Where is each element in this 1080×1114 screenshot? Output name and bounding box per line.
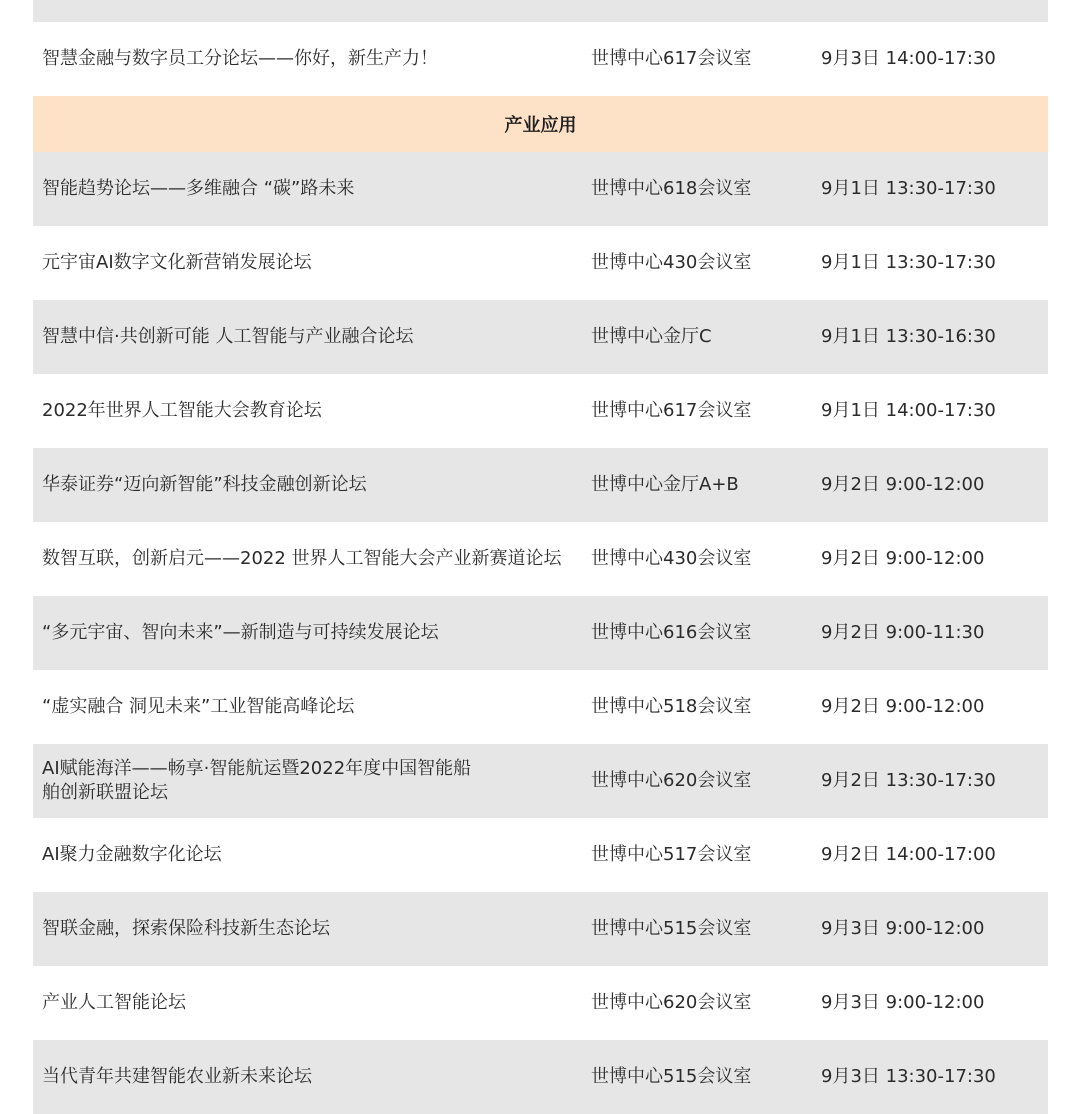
- table-row: [33, 300, 1048, 374]
- forum-name: 智能趋势论坛——多维融合 “碳”路未来: [42, 178, 355, 199]
- forum-name: 2022年世界人工智能大会教育论坛: [42, 400, 322, 421]
- forum-time: [821, 0, 1041, 22]
- table-row: [33, 892, 1048, 966]
- table-row: [33, 744, 1048, 818]
- forum-venue: 世博中心430会议室: [591, 252, 752, 273]
- table-row: [33, 226, 1048, 300]
- forum-time: 9月1日 14:00-17:30: [821, 400, 996, 421]
- forum-name: 智慧金融与数字员工分论坛——你好，新生产力！: [42, 48, 438, 69]
- forum-name: 智联金融，探索保险科技新生态论坛: [42, 918, 330, 939]
- forum-venue: 世博中心金厅C: [591, 326, 712, 347]
- forum-name: AI赋能海洋——畅享·智能航运暨2022年度中国智能船舶创新联盟论坛: [42, 758, 472, 803]
- table-row: [33, 374, 1048, 448]
- forum-time: 9月2日 14:00-17:00: [821, 844, 996, 865]
- forum-time: 9月2日 9:00-12:00: [821, 548, 985, 569]
- forum-name: 智慧中信·共创新可能 人工智能与产业融合论坛: [42, 326, 414, 347]
- forum-time: 9月2日 9:00-12:00: [821, 474, 985, 495]
- table-row: [33, 596, 1048, 670]
- table-row: [33, 1040, 1048, 1114]
- forum-time: 9月2日 13:30-17:30: [821, 770, 996, 791]
- table-row: [33, 22, 1048, 96]
- forum-name: [42, 0, 582, 22]
- table-row: [33, 966, 1048, 1040]
- forum-venue: 世博中心515会议室: [591, 918, 752, 939]
- forum-name: “多元宇宙、智向未来”—新制造与可持续发展论坛: [42, 622, 439, 643]
- forum-venue: 世博中心430会议室: [591, 548, 752, 569]
- forum-time: 9月1日 13:30-17:30: [821, 178, 996, 199]
- forum-name: 产业人工智能论坛: [42, 992, 186, 1013]
- forum-venue: 世博中心517会议室: [591, 844, 752, 865]
- forum-time: 9月3日 13:30-17:30: [821, 1066, 996, 1087]
- forum-name: 数智互联，创新启元——2022 世界人工智能大会产业新赛道论坛: [42, 548, 562, 569]
- table-row: [33, 670, 1048, 744]
- forum-time: 9月1日 13:30-16:30: [821, 326, 996, 347]
- forum-time: 9月2日 9:00-11:30: [821, 622, 985, 643]
- forum-name: 华泰证券“迈向新智能”科技金融创新论坛: [42, 474, 367, 495]
- forum-venue: 世博中心617会议室: [591, 400, 752, 421]
- forum-venue: 世博中心金厅A+B: [591, 474, 739, 495]
- forum-venue: 世博中心518会议室: [591, 696, 752, 717]
- forum-venue: 世博中心616会议室: [591, 622, 752, 643]
- forum-time: 9月1日 13:30-17:30: [821, 252, 996, 273]
- forum-venue: 世博中心618会议室: [591, 178, 752, 199]
- forum-name: 元宇宙AI数字文化新营销发展论坛: [42, 252, 312, 273]
- section-header: 产业应用: [33, 96, 1048, 152]
- forum-venue: [591, 0, 811, 22]
- table-row: [33, 522, 1048, 596]
- forum-venue: 世博中心620会议室: [591, 770, 752, 791]
- table-row: [33, 448, 1048, 522]
- forum-name: 当代青年共建智能农业新未来论坛: [42, 1066, 312, 1087]
- forum-name: “虚实融合 洞见未来”工业智能高峰论坛: [42, 696, 355, 717]
- forum-time: 9月3日 9:00-12:00: [821, 918, 985, 939]
- forum-schedule-table: [33, 0, 1048, 1114]
- forum-time: 9月3日 9:00-12:00: [821, 992, 985, 1013]
- forum-venue: 世博中心617会议室: [591, 48, 752, 69]
- forum-venue: 世博中心620会议室: [591, 992, 752, 1013]
- table-row: [33, 152, 1048, 226]
- forum-time: 9月2日 9:00-12:00: [821, 696, 985, 717]
- forum-name: AI聚力金融数字化论坛: [42, 844, 222, 865]
- forum-time: 9月3日 14:00-17:30: [821, 48, 996, 69]
- table-row: [33, 818, 1048, 892]
- table-row: [33, 0, 1048, 22]
- forum-venue: 世博中心515会议室: [591, 1066, 752, 1087]
